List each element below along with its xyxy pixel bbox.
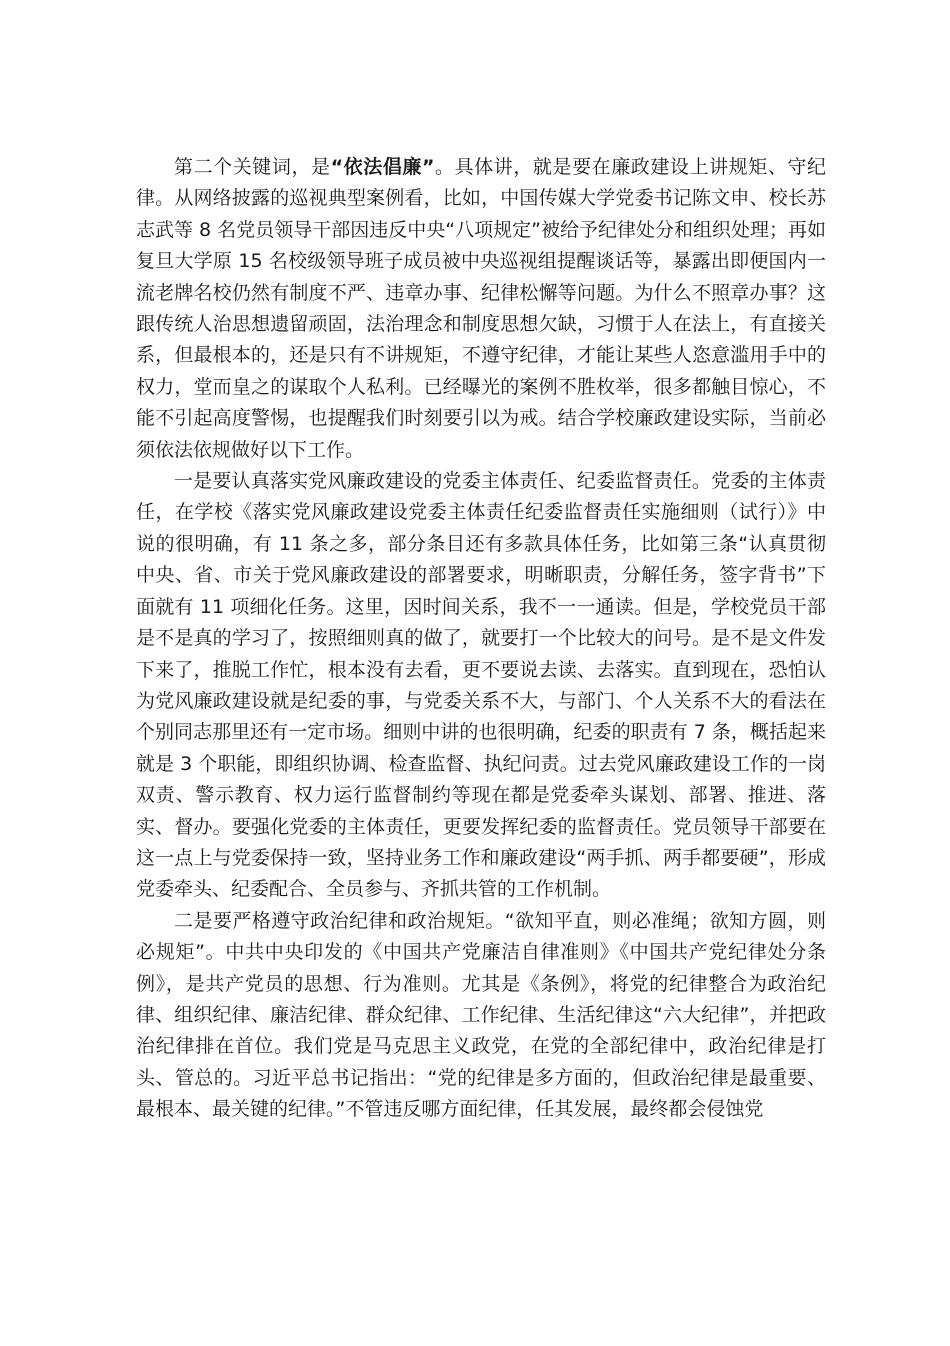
paragraph-point-2: 二是要严格遵守政治纪律和政治规矩。“欲知平直，则必准绳；欲知方圆，则必规矩”。中共中央印发的《中国共产党廉洁自律准则》《中国共产党纪律处分条例》，是共产党员的思想、行为准则。尤其是《条例》，将党的纪律整合为政治纪律、组织纪律、廉洁纪律、群众纪律、工作纪律、生活纪律这“六大纪律”，并把政治纪律排在首位。我们党是马克思主义政党，在党的全部纪律中，政治纪律是打头、管总的。习近平总书记指出：“党的纪律是多方面的，但政治纪律是最重要、最根本、最关键的纪律。”不管违反哪方面纪律，任其发展，最终都会侵蚀党 (136, 909, 826, 1121)
paragraph-lead: 第二个关键词，是 (174, 156, 331, 178)
paragraph-text: 。具体讲，就是要在廉政建设上讲规矩、守纪律。从网络披露的巡视典型案例看，比如，中国传媒大学党委书记陈文申、校长苏志武等 8 名党员领导干部因违反中央“八项规定”被给予纪律处分和组织处理；再如复旦大学原 15 名校级领导班子成员被中央巡视组提醒谈话等，暴露出即便国内一流老牌名校仍然有制度不严、违章办事、纪律松懈等问题。为什么不照章办事？这跟传统人治思想遗留顽固，法治理念和制度思想欠缺，习惯于人在法上，有直接关系，但最根本的，还是只有不讲规矩，不遵守纪律，才能让某些人恣意滥用手中的权力，堂而皇之的谋取个人私利。已经曝光的案例不胜枚举，很多都触目惊心，不能不引起高度警惕，也提醒我们时刻要引以为戒。结合学校廉政建设实际，当前必须依法依规做好以下工作。 (136, 156, 826, 461)
paragraph-keyword-2 (136, 152, 826, 466)
keyword-highlight: “依法倡廉” (330, 156, 435, 178)
paragraph-point-1: 一是要认真落实党风廉政建设的党委主体责任、纪委监督责任。党委的主体责任，在学校《落实党风廉政建设党委主体责任纪委监督责任实施细则（试行）》中说的很明确，有 11 条之多，部分条目还有多款具体任务，比如第三条“认真贯彻中央、省、市关于党风廉政建设的部署要求，明晰职责，分解任务，签字背书”下面就有 11 项细化任务。这里，因时间关系，我不一一通读。但是，学校党员干部是不是真的学习了，按照细则真的做了，就要打一个比较大的问号。是不是文件发下来了，推脱工作忙，根本没有去看，更不要说去读、去落实。直到现在，恐怕认为党风廉政建设就是纪委的事，与党委关系不大，与部门、个人关系不大的看法在个别同志那里还有一定市场。细则中讲的也很明确，纪委的职责有 7 条，概括起来就是 3 个职能，即组织协调、检查监督、执纪问责。过去党风廉政建设工作的一岗双责、警示教育、权力运行监督制约等现在都是党委牵头谋划、部署、推进、落实、督办。要强化党委的主体责任，更要发挥纪委的监督责任。党员领导干部要在这一点上与党委保持一致，坚持业务工作和廉政建设“两手抓、两手都要硬”，形成党委牵头、纪委配合、全员参与、齐抓共管的工作机制。 (136, 470, 826, 901)
document-body (136, 152, 826, 1126)
